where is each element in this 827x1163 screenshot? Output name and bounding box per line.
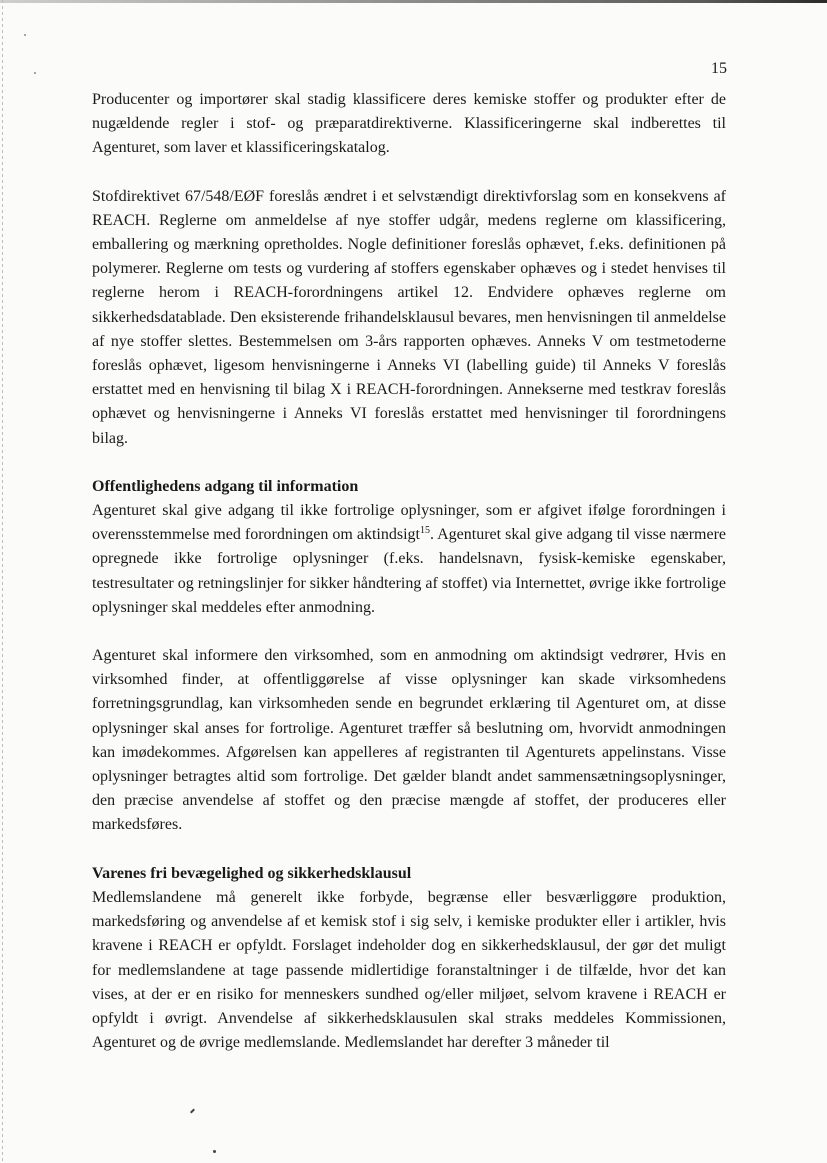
page-number: 15 xyxy=(711,60,727,77)
scan-edge-top xyxy=(0,0,827,3)
scan-speck xyxy=(34,72,36,74)
heading-public-access: Offentlighedens adgang til information xyxy=(92,477,359,495)
scan-speck xyxy=(24,34,26,36)
paragraph-public-access-part1: Agenturet skal give adgang til ikke fortrolige oplysninger, som er afgivet ifølge forordningen i overensstemmelse med forordningen om aktindsigt xyxy=(92,502,726,544)
scan-mark xyxy=(190,1109,195,1114)
paragraph-public-access-part2: . Agenturet skal give adgang til visse nærmere opregnede ikke fortrolige oplysninger (f.eks. handelsnavn, fysisk-kemiske egenskaber, testresultater og retningslinjer for sikker håndtering af stoffet) via Internettet, øvrige ikke fortrolige oplysninger skal meddeles efter anmodning. xyxy=(92,526,726,616)
document-body xyxy=(92,88,726,1055)
paragraph-confidentiality: Agenturet skal informere den virksomhed, som en anmodning om aktindsigt vedrører, Hvis en virksomhed finder, at offentliggørelse af visse oplysninger kan skade virksomhedens forretningsgrundlag, kan virksomheden sende en begrundet erklæring til Agenturet om, at disse oplysninger skal anses for fortrolige. Agenturet træffer så beslutning om, hvorvidt anmodningen kan imødekommes. Afgørelsen kan appelleres af registranten til Agenturets appelinstans. Visse oplysninger betragtes altid som fortrolige. Det gælder blandt andet sammensætningsoplysninger, den præcise anvendelse af stoffet og den præcise mængde af stoffet, der produceres eller markedsføres. xyxy=(92,647,726,834)
scan-mark xyxy=(213,1150,216,1153)
scan-edge-left xyxy=(2,0,3,1163)
paragraph-free-movement: Medlemslandene må generelt ikke forbyde, begrænse eller besværliggøre produktion, markedsføring og anvendelse af et kemisk stof i sig selv, i kemiske produkter eller i artikler, hvis kravene i REACH er opfyldt. Forslaget indeholder dog en sikkerhedsklausul, der gør det muligt for medlemslandene at tage passende midlertidige foranstaltninger i de tilfælde, hvor det kan vises, at der er en risiko for menneskers sundhed og/eller miljøet, selvom kravene i REACH er opfyldt i øvrigt. Anvendelse af sikkerhedsklausulen skal straks meddeles Kommissionen, Agenturet og de øvrige medlemslande. Medlemslandet har derefter 3 måneder til xyxy=(92,888,726,1052)
heading-free-movement: Varenes fri bevægelighed og sikkerhedsklausul xyxy=(92,864,412,882)
paragraph-classification: Producenter og importører skal stadig klassificere deres kemiske stoffer og produkter efter de nugældende regler i stof- og præparatdirektiverne. Klassificeringerne skal indberettes til Agenturet, som laver et klassificeringskatalog. xyxy=(92,91,726,157)
paragraph-substance-directive: Stofdirektivet 67/548/EØF foreslås ændret i et selvstændigt direktivforslag som en konsekvens af REACH. Reglerne om anmeldelse af nye stoffer udgår, medens reglerne om klassificering, emballering og mærkning opretholdes. Nogle definitioner foreslås ophævet, f.eks. definitionen på polymerer. Reglerne om tests og vurdering af stoffers egenskaber ophæves og i stedet henvises til reglerne herom i REACH-forordningens artikel 12. Endvidere ophæves reglerne om sikkerhedsdatablade. Den eksisterende frihandelsklausul bevares, men henvisningen til anmeldelse af nye stoffer slettes. Bestemmelsen om 3-års rapporten ophæves. Anneks V om testmetoderne foreslås ophævet, ligesom henvisningerne i Anneks VI (labelling guide) til Anneks V foreslås erstattet med en henvisning til bilag X i REACH-forordningen. Annekserne med testkrav foreslås ophævet og henvisningerne i Anneks VI foreslås erstattet med henvisninger til forordningens bilag. xyxy=(92,187,726,447)
paragraph-public-access xyxy=(92,499,726,620)
footnote-reference: 15 xyxy=(419,525,430,537)
